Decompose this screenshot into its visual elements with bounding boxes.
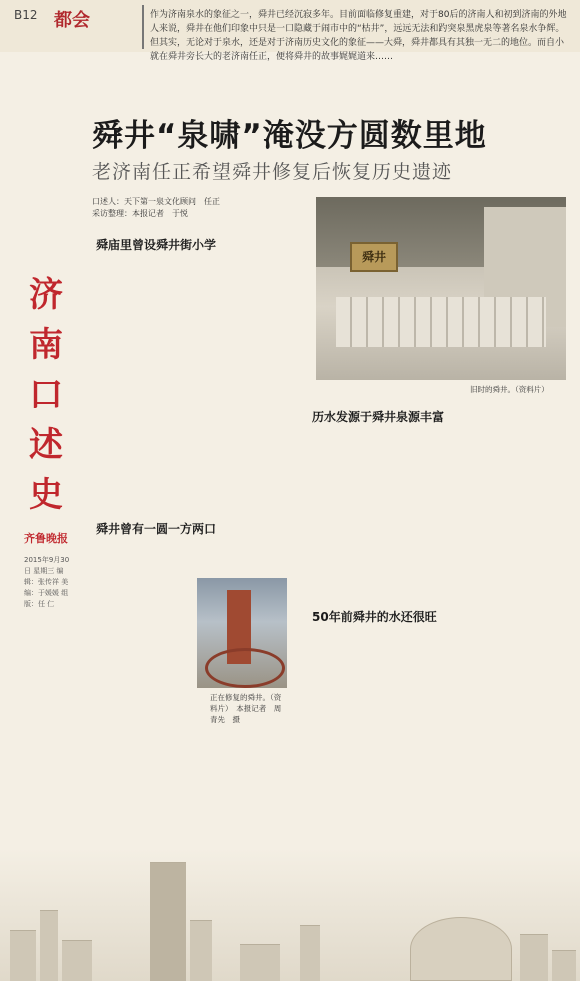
well-ring bbox=[205, 648, 285, 688]
building bbox=[10, 930, 36, 981]
byline-reporter: 采访整理：本报记者 于悦 bbox=[92, 209, 188, 218]
restoration-photo bbox=[197, 578, 287, 688]
page-number: B12 bbox=[14, 8, 38, 22]
body-text-column bbox=[480, 636, 564, 836]
subhead-4: 50年前舜井的水还很旺 bbox=[312, 610, 437, 624]
stadium-dome bbox=[410, 917, 512, 981]
building bbox=[300, 925, 320, 981]
tower bbox=[150, 862, 186, 981]
subhead-1: 舜庙里曾设舜井街小学 bbox=[96, 238, 217, 252]
building bbox=[552, 950, 576, 981]
body-text-column bbox=[96, 546, 192, 836]
body-text-column bbox=[96, 256, 190, 506]
body-text-column bbox=[198, 256, 302, 506]
byline bbox=[92, 196, 312, 220]
building bbox=[62, 940, 92, 981]
body-text-column bbox=[396, 436, 472, 586]
body-text-column bbox=[198, 726, 294, 836]
well-plaque: 舜井 bbox=[350, 242, 398, 272]
body-text-column bbox=[312, 436, 388, 586]
building bbox=[40, 910, 58, 981]
headline: 舜井“泉啸”淹没方圆数里地 bbox=[92, 118, 487, 154]
paper-logo: 齐鲁晚报 bbox=[24, 532, 68, 545]
photo-caption-restoration: 正在修复的舜井。（资料片） 本报记者 周青先 摄 bbox=[210, 693, 282, 724]
stone-railing bbox=[336, 297, 546, 347]
photo-caption-old-well: 旧时的舜井。（资料片） bbox=[470, 385, 549, 394]
subheadline: 老济南任正希望舜井修复后恢复历史遗迹 bbox=[92, 161, 453, 183]
byline-narrator: 口述人：天下第一泉文化顾问 任正 bbox=[92, 197, 220, 206]
body-text-column bbox=[312, 636, 388, 836]
building bbox=[240, 944, 280, 981]
section-name: 都会 bbox=[54, 10, 90, 31]
body-text-column bbox=[480, 436, 564, 586]
building bbox=[520, 934, 548, 981]
city-skyline-illustration bbox=[0, 848, 580, 981]
subhead-2: 舜井曾有一圆一方两口 bbox=[96, 522, 217, 536]
building bbox=[190, 920, 212, 981]
column-title: 济南口述史 bbox=[29, 275, 63, 515]
old-well-photo bbox=[316, 197, 566, 380]
intro-paragraph: 作为济南泉水的象征之一，舜井已经沉寂多年。目前面临修复重建，对于80后的济南人和初到济南的外地人来说，舜井在他们印象中只是一口隐藏于闹市中的“枯井”，远远无法和趵突泉黑虎泉等著名泉水争辉。但其实，无论对于泉水，还是对于济南历史文化的象征——大舜，舜井都具有其独一无二的地位。而自小就在舜井旁长大的老济南任正，便将舜井的故事娓娓道来…… bbox=[150, 10, 567, 62]
paper-meta: 2015年9月30日 星期三 编辑：张传祥 美编：于媛媛 组版：任 仁 bbox=[24, 556, 70, 608]
body-text-column bbox=[396, 636, 472, 836]
subhead-3: 历水发源于舜井泉源丰富 bbox=[312, 410, 445, 424]
top-bar bbox=[0, 0, 580, 62]
intro-divider bbox=[142, 5, 144, 49]
